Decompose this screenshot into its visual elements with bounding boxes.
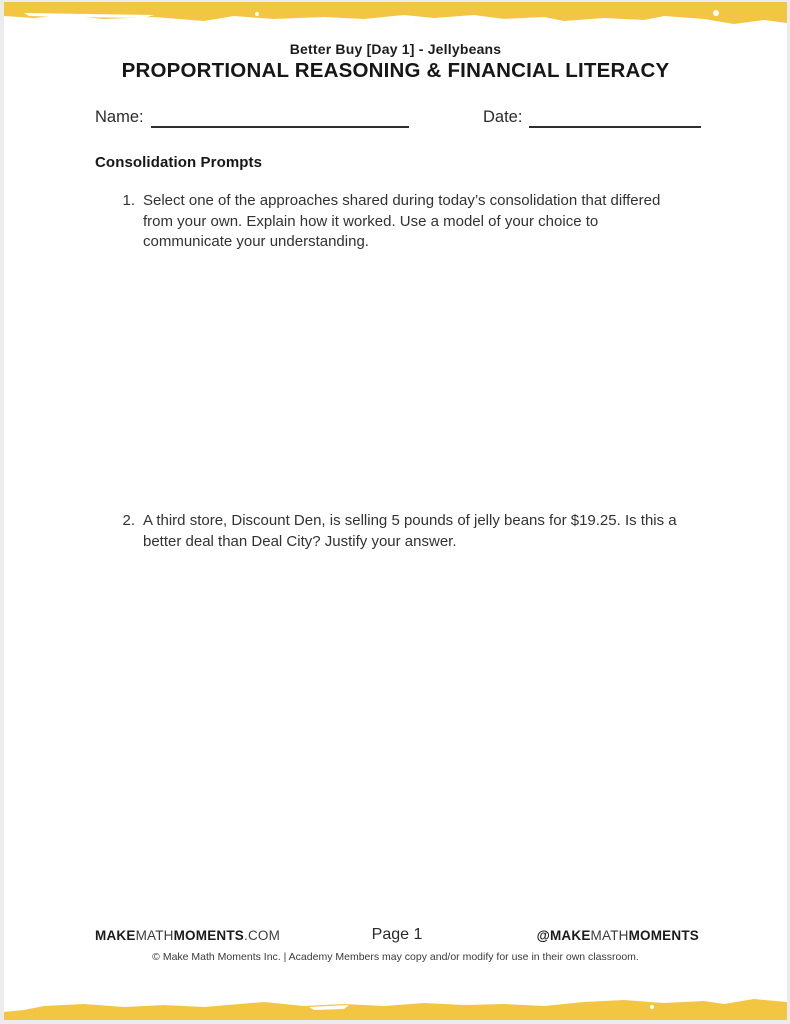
document-subtitle: Better Buy [Day 1] - Jellybeans [289,41,502,57]
name-date-row [95,108,699,134]
footer-site-moments: MOMENTS [173,928,245,943]
question-text [143,511,677,552]
question-number: 2. [122,512,135,529]
section-heading: Consolidation Prompts [95,154,263,171]
question-line: from your own. Explain how it worked. Use a model of your choice to [143,212,599,230]
question-line: better deal than Deal City? Justify your answer. [143,532,457,550]
footer-site-make: MAKE [95,928,136,943]
name-write-line [151,108,409,128]
question-line: A third store, Discount Den, is selling 5 pounds of jelly beans for $19.25. Is this a [143,512,677,529]
footer-social-handle [537,928,699,943]
question-line: communicate your understanding. [143,233,369,250]
page-number: Page 1 [371,926,423,943]
date-label: Date: [483,108,523,126]
footer-site-math: MATH [135,928,174,943]
question-line: Select one of the approaches shared during today’s consolidation that differed [143,192,661,209]
worksheet-page [4,2,787,1020]
footer-site-com: .COM [244,928,281,943]
name-label: Name: [95,108,144,126]
footer-social-math: MATH [590,928,629,943]
brush-stroke-bottom [4,994,787,1020]
name-field [95,108,409,128]
page-title: PROPORTIONAL REASONING & FINANCIAL LITERACY [121,59,670,82]
question-item-2 [115,511,677,552]
footer-social-moments: MOMENTS [628,928,699,943]
question-number: 1. [122,192,135,209]
copyright-notice: © Make Math Moments Inc. | Academy Members may copy and/or modify for use in their own classroom. [152,951,639,963]
question-text [143,191,660,253]
date-write-line [529,108,701,128]
footer-social-make: @MAKE [536,928,591,943]
footer [95,926,699,946]
question-item-1 [115,191,660,253]
brush-stroke-top [4,2,787,28]
date-field [483,108,701,128]
